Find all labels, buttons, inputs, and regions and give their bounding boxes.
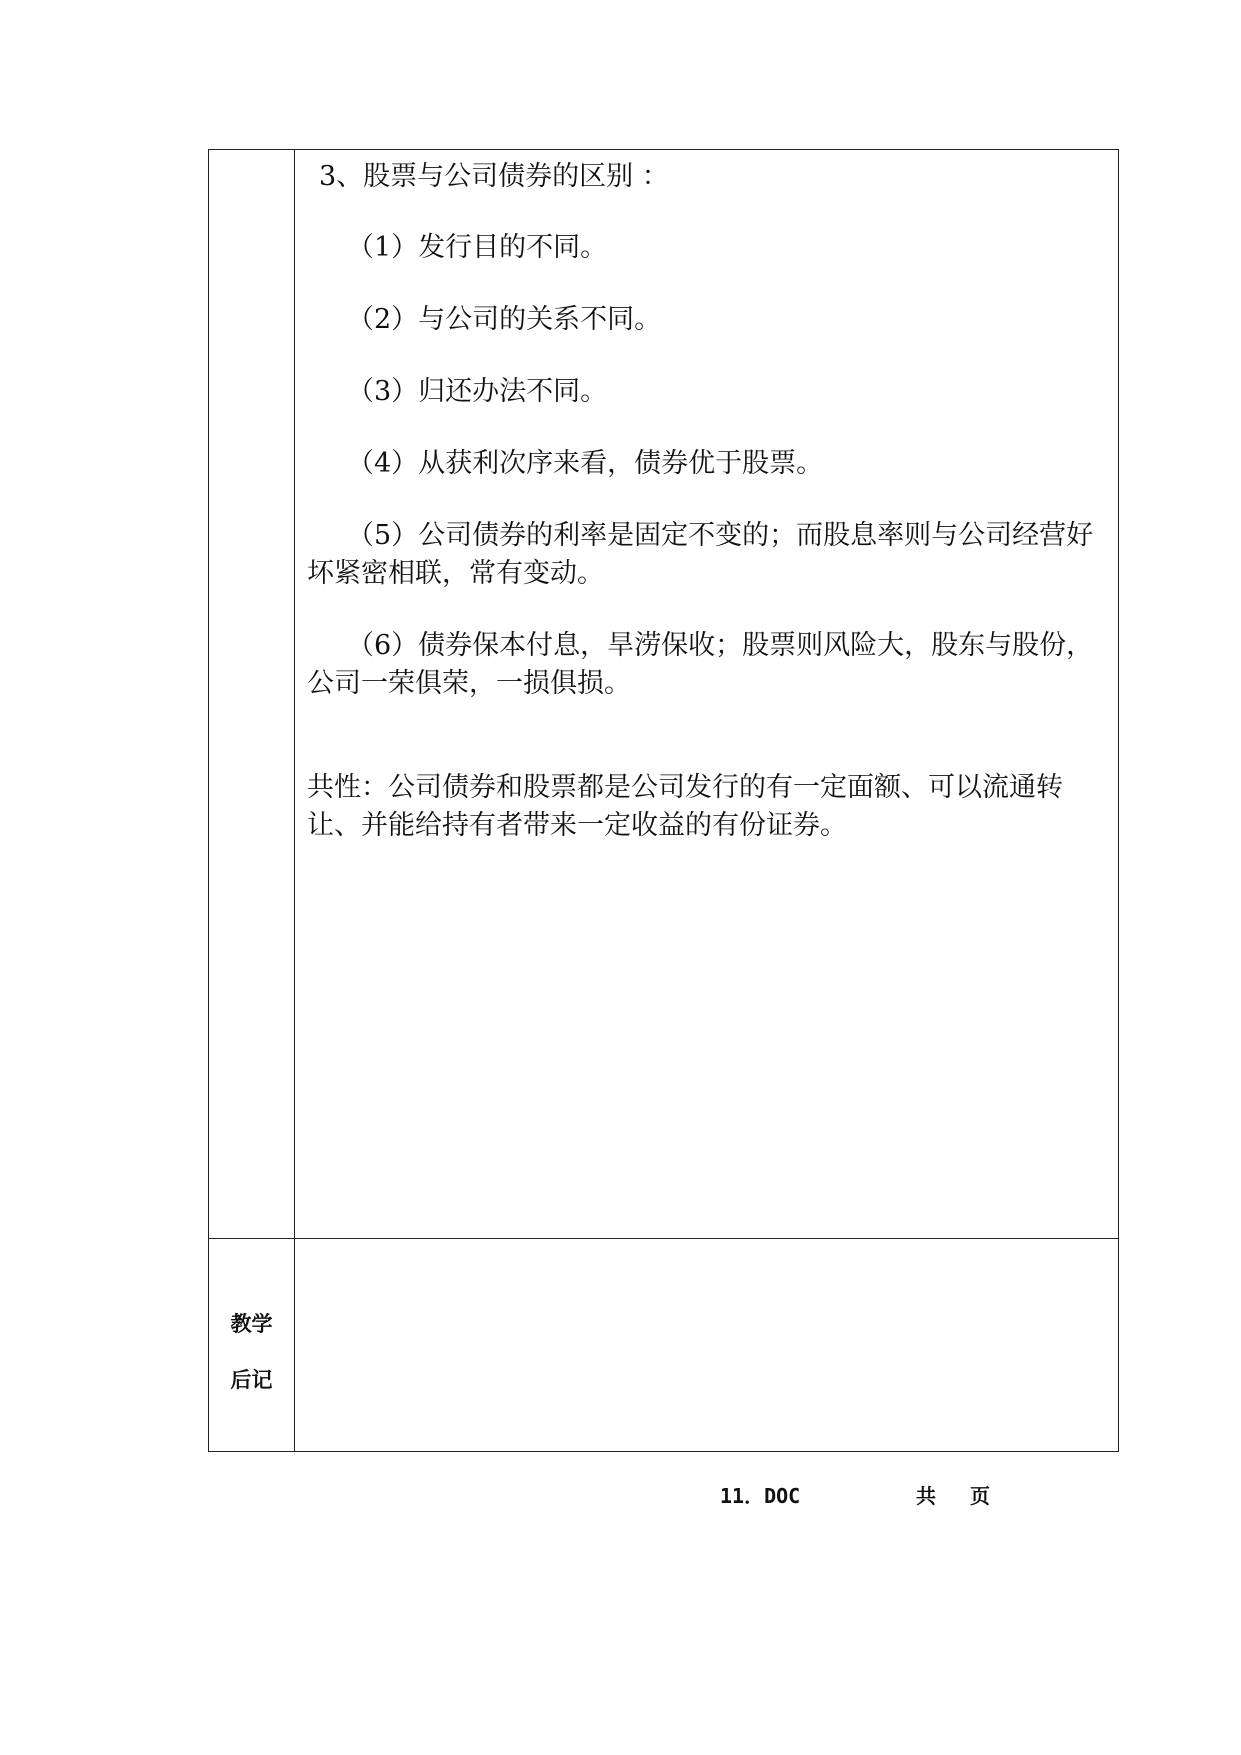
notes-label	[209, 1282, 294, 1408]
document-name: 11．DOC	[720, 1484, 801, 1508]
list-item: （5）公司债券的利率是固定不变的；而股息率则与公司经营好坏紧密相联，常有变动。	[307, 520, 1094, 589]
content-text	[295, 150, 1118, 845]
page-label: 页	[970, 1484, 990, 1508]
list-item: （4）从获利次序来看，债券优于股票。	[347, 448, 824, 479]
notes-label-line: 后记	[230, 1368, 273, 1392]
notes-body-cell	[295, 1239, 1119, 1452]
section-heading: 3、股票与公司债券的区别 ：	[319, 161, 669, 192]
lesson-table	[208, 149, 1119, 1452]
notes-row	[209, 1239, 1119, 1452]
total-pages-label: 共	[916, 1484, 936, 1508]
list-item: （6）债券保本付息，旱涝保收；股票则风险大，股东与股份，公司一荣俱荣，一损俱损。	[307, 630, 1094, 699]
list-item: （2）与公司的关系不同。	[347, 304, 662, 335]
list-item: （1）发行目的不同。	[347, 232, 608, 263]
content-label-cell	[209, 150, 295, 1239]
summary-paragraph: 共性：公司债券和股票都是公司发行的有一定面额、可以流通转让、并能给持有者带来一定收益的有份证券。	[307, 772, 1063, 841]
list-item: （3）归还办法不同。	[347, 376, 608, 407]
content-row	[209, 150, 1119, 1239]
notes-label-line: 教学	[230, 1312, 273, 1336]
notes-label-cell	[209, 1239, 295, 1452]
content-cell	[295, 150, 1119, 1239]
